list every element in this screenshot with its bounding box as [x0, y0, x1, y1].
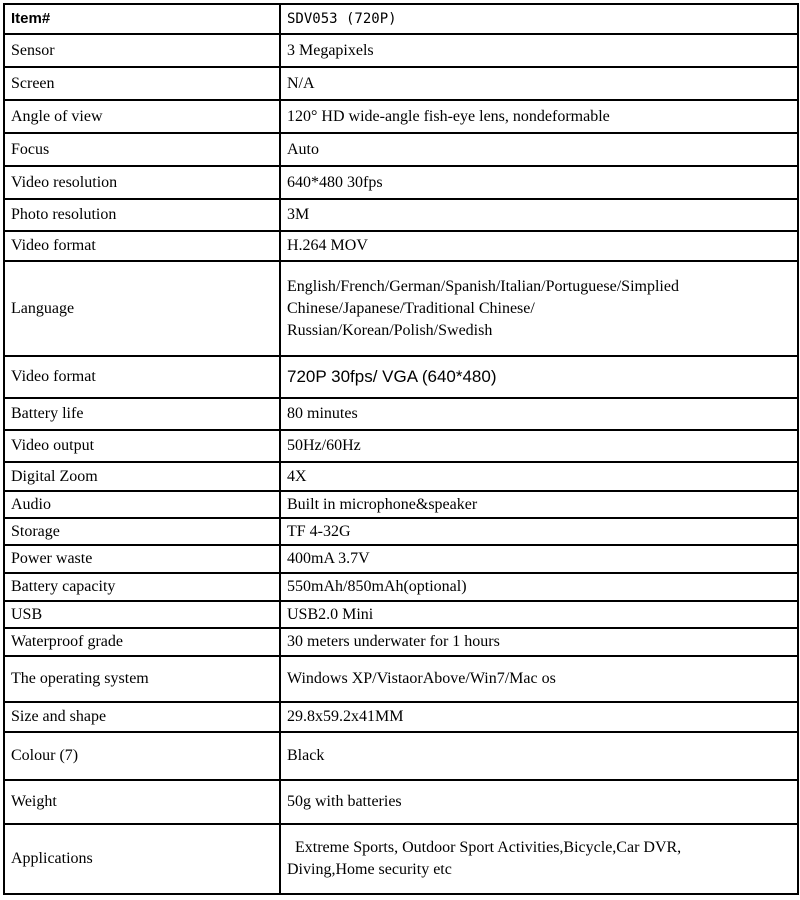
row-value: 120° HD wide-angle fish-eye lens, nondeformable: [280, 100, 798, 133]
table-row: [4, 398, 798, 430]
row-label: Battery life: [4, 398, 280, 430]
table-row: [4, 231, 798, 261]
row-value: Windows XP/VistaorAbove/Win7/Mac os: [280, 656, 798, 702]
row-label: Battery capacity: [4, 573, 280, 601]
row-value: 3M: [280, 199, 798, 231]
row-label: Sensor: [4, 34, 280, 67]
row-label: Photo resolution: [4, 199, 280, 231]
table-row: [4, 462, 798, 491]
value-line: Diving,Home security etc: [287, 861, 452, 878]
row-value: 29.8x59.2x41MM: [280, 702, 798, 732]
table-row: [4, 601, 798, 628]
table-row: [4, 34, 798, 67]
table-row: [4, 573, 798, 601]
row-label: Waterproof grade: [4, 628, 280, 656]
row-value: N/A: [280, 67, 798, 100]
row-value: 50g with batteries: [280, 780, 798, 824]
row-label: Video format: [4, 356, 280, 398]
table-row-header: [4, 4, 798, 34]
value-line: Chinese/Japanese/Traditional Chinese/: [287, 299, 535, 317]
table-row: [4, 356, 798, 398]
header-value: SDV053 (720P): [280, 4, 798, 34]
row-value: Black: [280, 732, 798, 780]
row-label: Angle of view: [4, 100, 280, 133]
table-row: [4, 656, 798, 702]
table-row: [4, 518, 798, 545]
row-label: Size and shape: [4, 702, 280, 732]
row-value: Auto: [280, 133, 798, 166]
row-label: Video format: [4, 231, 280, 261]
row-value: 80 minutes: [280, 398, 798, 430]
row-value: 720P 30fps/ VGA (640*480): [280, 356, 798, 398]
table-row: [4, 100, 798, 133]
row-label: Weight: [4, 780, 280, 824]
table-row: [4, 780, 798, 824]
row-value: TF 4-32G: [280, 518, 798, 545]
row-value: H.264 MOV: [280, 231, 798, 261]
row-label: Applications: [4, 824, 280, 894]
value-line: English/French/German/Spanish/Italian/Portuguese/Simplied: [287, 277, 679, 295]
row-value: 3 Megapixels: [280, 34, 798, 67]
table-row: [4, 199, 798, 231]
table-row: [4, 824, 798, 894]
row-label: Language: [4, 261, 280, 356]
table-row: [4, 430, 798, 462]
table-row: [4, 628, 798, 656]
row-value: 50Hz/60Hz: [280, 430, 798, 462]
value-line: Russian/Korean/Polish/Swedish: [287, 321, 493, 339]
row-label: Screen: [4, 67, 280, 100]
row-value-multiline: [280, 824, 798, 894]
row-label: Video output: [4, 430, 280, 462]
table-row: [4, 702, 798, 732]
table-row: [4, 67, 798, 100]
row-value-multiline: [280, 261, 798, 356]
table-row: [4, 133, 798, 166]
table-row: [4, 491, 798, 518]
row-value: 400mA 3.7V: [280, 545, 798, 573]
row-label: Audio: [4, 491, 280, 518]
table-row: [4, 166, 798, 199]
row-value: 550mAh/850mAh(optional): [280, 573, 798, 601]
row-value: 640*480 30fps: [280, 166, 798, 199]
value-line: Extreme Sports, Outdoor Sport Activities,Bicycle,Car DVR,: [287, 839, 682, 856]
row-label: USB: [4, 601, 280, 628]
table-row: [4, 732, 798, 780]
row-label: Storage: [4, 518, 280, 545]
row-label: Video resolution: [4, 166, 280, 199]
row-value: USB2.0 Mini: [280, 601, 798, 628]
row-label: Focus: [4, 133, 280, 166]
table-row: [4, 545, 798, 573]
row-value: 30 meters underwater for 1 hours: [280, 628, 798, 656]
row-value: Built in microphone&speaker: [280, 491, 798, 518]
row-label: Power waste: [4, 545, 280, 573]
row-label: The operating system: [4, 656, 280, 702]
row-label: Digital Zoom: [4, 462, 280, 491]
row-label: Colour (7): [4, 732, 280, 780]
table-row: [4, 261, 798, 356]
header-label: Item#: [4, 4, 280, 34]
row-value: 4X: [280, 462, 798, 491]
spec-table: [3, 3, 799, 895]
